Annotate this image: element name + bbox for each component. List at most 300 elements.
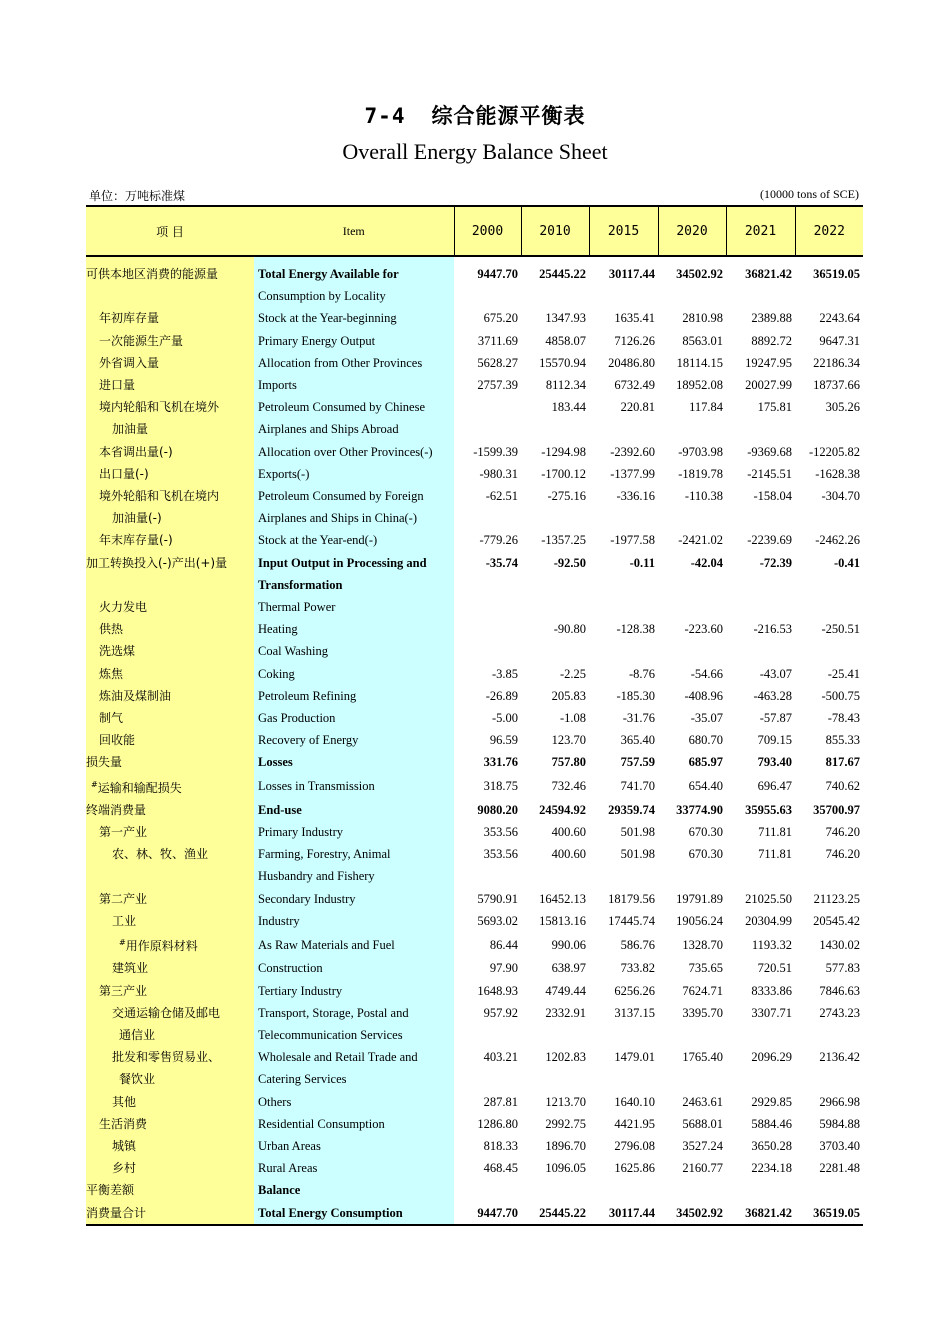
value-cell-2021: 8892.72 <box>751 333 792 348</box>
table-body <box>86 256 863 1225</box>
column-header-item-en: Item <box>254 206 454 256</box>
row-label-cn-text: 批发和零售贸易业、 <box>112 1050 221 1065</box>
row-label-cn-text: 建筑业 <box>112 961 149 976</box>
value-cell-2000 <box>454 618 521 640</box>
value-cell-2020 <box>658 596 726 618</box>
value-cell-2020 <box>658 1179 726 1201</box>
table-row <box>86 485 863 507</box>
value-cell-2021: 19247.95 <box>745 355 792 370</box>
value-cell-2010: 25445.22 <box>539 267 586 281</box>
value-cell-2020 <box>658 507 726 529</box>
row-label-en: Airplanes and Ships in China(-) <box>254 507 454 529</box>
value-cell-2000: -779.26 <box>479 533 518 548</box>
value-cell-2000: 9447.70 <box>477 267 518 281</box>
value-cell-2022 <box>795 596 863 618</box>
value-cell-2000 <box>454 574 521 596</box>
value-cell-2015: -2392.60 <box>610 444 655 459</box>
row-label-en: Coal Washing <box>254 640 454 662</box>
value-cell-2022: 746.20 <box>825 825 860 840</box>
value-cell-2010 <box>521 1024 589 1046</box>
value-cell-2020 <box>658 1068 726 1090</box>
value-cell-2020: -54.66 <box>690 666 723 681</box>
value-cell-2020: 654.40 <box>688 779 723 794</box>
value-cell-2021: 696.47 <box>757 779 792 794</box>
row-label-cn <box>86 1113 254 1135</box>
row-label-cn-text: 工业 <box>112 913 137 928</box>
value-cell-2020 <box>658 865 726 887</box>
value-cell-2015: 3137.15 <box>614 1005 655 1020</box>
row-label-en: Urban Areas <box>254 1135 454 1157</box>
value-cell-2010: 2332.91 <box>545 1005 586 1020</box>
table-row <box>86 1068 863 1090</box>
value-cell-2010: -275.16 <box>547 489 586 504</box>
value-cell-2020: -408.96 <box>684 688 723 703</box>
value-cell-2015: 586.76 <box>620 937 655 952</box>
value-cell-2021 <box>726 285 795 307</box>
value-cell-2010: 638.97 <box>551 961 586 976</box>
value-cell-2022: 305.26 <box>825 400 860 415</box>
row-label-cn <box>86 1046 254 1068</box>
row-label-cn <box>86 596 254 618</box>
value-cell-2000: 818.33 <box>483 1138 518 1153</box>
row-label-cn <box>86 1157 254 1179</box>
energy-balance-table <box>86 205 863 1226</box>
value-cell-2020 <box>658 574 726 596</box>
row-label-en: Input Output in Processing and <box>254 552 454 574</box>
value-cell-2015: 220.81 <box>620 400 655 415</box>
row-label-en: Secondary Industry <box>254 888 454 910</box>
value-cell-2010: 15813.16 <box>539 913 586 928</box>
value-cell-2021: 3307.71 <box>751 1005 792 1020</box>
value-cell-2015 <box>589 596 658 618</box>
value-cell-2022: -78.43 <box>827 711 860 726</box>
value-cell-2021 <box>726 596 795 618</box>
row-label-en: Wholesale and Retail Trade and <box>254 1046 454 1068</box>
value-cell-2021: 2234.18 <box>751 1161 792 1176</box>
row-label-en: Transformation <box>254 574 454 596</box>
table-row <box>86 1046 863 1068</box>
row-label-cn <box>86 865 254 887</box>
value-cell-2010: 1202.83 <box>545 1050 586 1065</box>
value-cell-2022: 9647.31 <box>819 333 860 348</box>
value-cell-2021 <box>726 640 795 662</box>
row-label-cn-text: 一次能源生产量 <box>99 333 184 348</box>
value-cell-2000 <box>454 1024 521 1046</box>
row-label-en: Allocation from Other Provinces <box>254 352 454 374</box>
value-cell-2022: 2243.64 <box>819 311 860 326</box>
value-cell-2020: 19056.24 <box>676 913 723 928</box>
row-label-cn-text: 境外轮船和飞机在境内 <box>99 489 220 504</box>
row-label-en: Construction <box>254 957 454 979</box>
row-label-cn-text: 洗选煤 <box>99 644 136 659</box>
value-cell-2010: 123.70 <box>551 733 586 748</box>
value-cell-2015 <box>589 640 658 662</box>
row-label-cn-text: 加油量(-) <box>112 511 162 526</box>
row-label-en: Petroleum Consumed by Chinese <box>254 396 454 418</box>
value-cell-2000 <box>454 640 521 662</box>
value-cell-2021: 36821.42 <box>726 1202 795 1225</box>
value-cell-2015: -0.11 <box>629 555 655 570</box>
row-label-en: Telecommunication Services <box>254 1024 454 1046</box>
value-cell-2020 <box>658 285 726 307</box>
value-cell-2010: 16452.13 <box>539 891 586 906</box>
row-label-en: Residential Consumption <box>254 1113 454 1135</box>
row-label-en: Thermal Power <box>254 596 454 618</box>
value-cell-2010: 4749.44 <box>545 983 586 998</box>
value-cell-2021: 2389.88 <box>751 311 792 326</box>
row-label-cn-text: 乡村 <box>112 1161 137 1176</box>
row-label-en: Farming, Forestry, Animal <box>254 843 454 865</box>
value-cell-2022 <box>795 574 863 596</box>
value-cell-2015: -1377.99 <box>610 466 655 481</box>
table-row <box>86 865 863 887</box>
value-cell-2000: 353.56 <box>483 825 518 840</box>
value-cell-2010: 1096.05 <box>545 1161 586 1176</box>
value-cell-2000 <box>454 865 521 887</box>
table-row <box>86 707 863 729</box>
row-label-cn-text: 制气 <box>99 711 124 726</box>
value-cell-2020: 2160.77 <box>682 1161 723 1176</box>
value-cell-2010: -1700.12 <box>541 466 586 481</box>
value-cell-2010: 732.46 <box>551 779 586 794</box>
table-row <box>86 574 863 596</box>
value-cell-2022: 18737.66 <box>813 378 860 393</box>
value-cell-2022: 2966.98 <box>819 1094 860 1109</box>
value-cell-2022: -250.51 <box>821 622 860 637</box>
value-cell-2022 <box>795 507 863 529</box>
column-header-year: 2021 <box>726 206 795 256</box>
row-label-cn-text: 城镇 <box>112 1138 137 1153</box>
value-cell-2020 <box>658 640 726 662</box>
value-cell-2010: 205.83 <box>551 688 586 703</box>
value-cell-2020: 680.70 <box>688 733 723 748</box>
value-cell-2022 <box>795 285 863 307</box>
row-label-cn <box>86 843 254 865</box>
row-label-cn <box>86 618 254 640</box>
value-cell-2020: 685.97 <box>688 755 723 770</box>
table-row <box>86 957 863 979</box>
column-header-year: 2015 <box>589 206 658 256</box>
value-cell-2020: -35.07 <box>690 711 723 726</box>
value-cell-2015: -8.76 <box>628 666 655 681</box>
value-cell-2010: -1294.98 <box>541 444 586 459</box>
value-cell-2010: 4858.07 <box>545 333 586 348</box>
table-row <box>86 552 863 574</box>
value-cell-2022: 5984.88 <box>819 1116 860 1131</box>
row-label-cn-text: 年末库存量(-) <box>99 533 173 548</box>
value-cell-2000: 96.59 <box>489 733 518 748</box>
row-label-cn-text: 终端消费量 <box>86 802 147 817</box>
value-cell-2000: 5628.27 <box>477 355 518 370</box>
value-cell-2015: -1977.58 <box>610 533 655 548</box>
column-header-year: 2000 <box>454 206 521 256</box>
table-row <box>86 374 863 396</box>
row-label-cn <box>86 352 254 374</box>
row-label-en: Catering Services <box>254 1068 454 1090</box>
row-label-cn <box>86 640 254 662</box>
row-label-cn <box>86 888 254 910</box>
value-cell-2020: 5688.01 <box>682 1116 723 1131</box>
value-cell-2022: -304.70 <box>821 489 860 504</box>
row-label-cn <box>86 799 254 821</box>
value-cell-2021: 21025.50 <box>745 891 792 906</box>
table-row <box>86 352 863 374</box>
row-label-cn <box>86 1135 254 1157</box>
value-cell-2015: 18179.56 <box>608 891 655 906</box>
value-cell-2000: 957.92 <box>483 1005 518 1020</box>
value-cell-2015: 4421.95 <box>614 1116 655 1131</box>
value-cell-2021: 720.51 <box>757 961 792 976</box>
value-cell-2010: 25445.22 <box>521 1202 589 1225</box>
spacer-row <box>86 256 863 263</box>
value-cell-2021: 711.81 <box>758 825 792 840</box>
value-cell-2020: 18952.08 <box>676 378 723 393</box>
value-cell-2015: -31.76 <box>622 711 655 726</box>
value-cell-2020: 735.65 <box>688 961 723 976</box>
value-cell-2015: 1625.86 <box>614 1161 655 1176</box>
row-label-cn <box>86 751 254 773</box>
value-cell-2000: 97.90 <box>489 961 518 976</box>
value-cell-2020: 670.30 <box>688 825 723 840</box>
row-label-cn-text: 平衡差额 <box>86 1183 135 1198</box>
row-label-cn-text: 其他 <box>112 1094 137 1109</box>
row-label-en: Total Energy Consumption <box>254 1202 454 1225</box>
value-cell-2022: -500.75 <box>821 688 860 703</box>
value-cell-2022: 3703.40 <box>819 1138 860 1153</box>
value-cell-2000: -3.85 <box>491 666 518 681</box>
row-label-cn-text: 年初库存量 <box>99 311 160 326</box>
value-cell-2022: 7846.63 <box>819 983 860 998</box>
value-cell-2010: -1357.25 <box>541 533 586 548</box>
value-cell-2000: 3711.69 <box>477 333 518 348</box>
value-cell-2021 <box>726 1068 795 1090</box>
value-cell-2015 <box>589 1068 658 1090</box>
table-row <box>86 1091 863 1113</box>
value-cell-2010: -90.80 <box>553 622 586 637</box>
value-cell-2015: 1635.41 <box>614 311 655 326</box>
value-cell-2010 <box>521 418 589 440</box>
row-label-cn <box>86 707 254 729</box>
value-cell-2020: -223.60 <box>684 622 723 637</box>
row-label-en: Losses <box>254 751 454 773</box>
value-cell-2015: 1640.10 <box>614 1094 655 1109</box>
value-cell-2015: 7126.26 <box>614 333 655 348</box>
value-cell-2010: -2.25 <box>559 666 586 681</box>
row-label-cn-text: 加工转换投入(-)产出(+)量 <box>86 555 228 570</box>
value-cell-2021 <box>726 1179 795 1201</box>
row-label-en: Losses in Transmission <box>254 774 454 799</box>
row-label-cn-text: 运输和输配损失 <box>97 780 182 795</box>
value-cell-2022: -12205.82 <box>808 444 860 459</box>
value-cell-2020: 1328.70 <box>682 937 723 952</box>
row-label-en: Petroleum Refining <box>254 685 454 707</box>
value-cell-2015 <box>589 507 658 529</box>
value-cell-2000: 468.45 <box>483 1161 518 1176</box>
header-row <box>86 206 863 256</box>
row-label-cn-text: 出口量(-) <box>99 466 149 481</box>
value-cell-2021: 1193.32 <box>751 937 792 952</box>
row-label-cn <box>86 957 254 979</box>
value-cell-2020: 2810.98 <box>682 311 723 326</box>
row-label-en: Industry <box>254 910 454 932</box>
row-label-cn-text: 供热 <box>99 622 124 637</box>
table-row <box>86 980 863 1002</box>
value-cell-2022: 740.62 <box>825 779 860 794</box>
value-cell-2015: 501.98 <box>620 847 655 862</box>
row-label-cn <box>86 1068 254 1090</box>
row-label-cn <box>86 774 254 799</box>
table-row <box>86 685 863 707</box>
value-cell-2010: 400.60 <box>551 847 586 862</box>
row-label-cn-text: 损失量 <box>86 755 123 770</box>
value-cell-2022: 21123.25 <box>813 891 860 906</box>
row-label-en: As Raw Materials and Fuel <box>254 932 454 957</box>
row-label-cn-text: 进口量 <box>99 378 136 393</box>
row-label-en: End-use <box>254 799 454 821</box>
value-cell-2022: -0.41 <box>833 555 860 570</box>
value-cell-2000: 86.44 <box>489 937 518 952</box>
table-row <box>86 843 863 865</box>
value-cell-2021: -57.87 <box>759 711 792 726</box>
table-row <box>86 1202 863 1225</box>
value-cell-2010: 990.06 <box>551 937 586 952</box>
value-cell-2000: 1648.93 <box>477 983 518 998</box>
row-label-cn <box>86 1091 254 1113</box>
row-label-en: Husbandry and Fishery <box>254 865 454 887</box>
value-cell-2000 <box>454 1068 521 1090</box>
row-label-cn-text: 炼油及煤制油 <box>99 688 172 703</box>
table-row <box>86 1113 863 1135</box>
row-label-cn <box>86 285 254 307</box>
row-label-en: Consumption by Locality <box>254 285 454 307</box>
value-cell-2015: 30117.44 <box>589 1202 658 1225</box>
row-label-en: Stock at the Year-end(-) <box>254 529 454 551</box>
value-cell-2010 <box>521 285 589 307</box>
value-cell-2021: 20027.99 <box>745 378 792 393</box>
value-cell-2021 <box>726 1024 795 1046</box>
value-cell-2020: 670.30 <box>688 847 723 862</box>
value-cell-2021 <box>726 574 795 596</box>
row-label-cn-text: 加油量 <box>112 422 149 437</box>
table-row <box>86 596 863 618</box>
value-cell-2020: 117.84 <box>689 400 723 415</box>
value-cell-2022 <box>795 418 863 440</box>
value-cell-2022: 22186.34 <box>813 355 860 370</box>
row-label-cn-text: 本省调出量(-) <box>99 444 173 459</box>
value-cell-2022: -25.41 <box>827 666 860 681</box>
row-label-cn <box>86 396 254 418</box>
value-cell-2021 <box>726 865 795 887</box>
table-row <box>86 330 863 352</box>
table-row <box>86 774 863 799</box>
row-label-cn <box>86 1024 254 1046</box>
value-cell-2000 <box>454 396 521 418</box>
value-cell-2020: -1819.78 <box>678 466 723 481</box>
value-cell-2010: 1213.70 <box>545 1094 586 1109</box>
row-label-cn-text: 火力发电 <box>99 600 148 615</box>
row-label-en: Allocation over Other Provinces(-) <box>254 441 454 463</box>
row-label-en: Total Energy Available for <box>254 263 454 285</box>
value-cell-2021: -463.28 <box>753 688 792 703</box>
value-cell-2000: -35.74 <box>485 555 518 570</box>
row-label-cn <box>86 932 254 957</box>
row-label-cn-text: 用作原料材料 <box>125 939 198 954</box>
column-header-item-cn: 项 目 <box>86 206 254 256</box>
row-label-cn-text: 餐饮业 <box>119 1072 156 1087</box>
row-label-cn-text: 农、林、牧、渔业 <box>112 847 209 862</box>
value-cell-2021: -216.53 <box>753 622 792 637</box>
table-row <box>86 1135 863 1157</box>
value-cell-2021: -9369.68 <box>747 444 792 459</box>
row-label-cn-text: 境内轮船和飞机在境外 <box>99 400 220 415</box>
table-row <box>86 1024 863 1046</box>
row-label-cn <box>86 418 254 440</box>
value-cell-2021: 20304.99 <box>745 913 792 928</box>
value-cell-2015 <box>589 865 658 887</box>
row-label-cn-text: 可供本地区消费的能源量 <box>86 267 219 281</box>
value-cell-2020: 3395.70 <box>682 1005 723 1020</box>
row-label-cn <box>86 441 254 463</box>
value-cell-2015: 1479.01 <box>614 1050 655 1065</box>
value-cell-2015 <box>589 1024 658 1046</box>
value-cell-2022 <box>795 1179 863 1201</box>
value-cell-2000 <box>454 596 521 618</box>
value-cell-2000 <box>454 1179 521 1201</box>
table-row <box>86 932 863 957</box>
table-row <box>86 307 863 329</box>
table-number: 7-4 <box>364 104 406 128</box>
value-cell-2021: 36821.42 <box>745 267 792 281</box>
value-cell-2021: -72.39 <box>759 555 792 570</box>
value-cell-2010: 8112.34 <box>545 378 586 393</box>
value-cell-2022: 577.83 <box>825 961 860 976</box>
row-label-cn-text: 第三产业 <box>99 983 148 998</box>
value-cell-2015: 29359.74 <box>608 802 655 817</box>
table-row <box>86 618 863 640</box>
hash-marker: # <box>119 938 126 948</box>
row-label-en: Transport, Storage, Postal and <box>254 1002 454 1024</box>
value-cell-2010 <box>521 596 589 618</box>
value-cell-2020: 33774.90 <box>676 802 723 817</box>
table-row <box>86 263 863 285</box>
value-cell-2021: -2239.69 <box>747 533 792 548</box>
row-label-en: Primary Industry <box>254 821 454 843</box>
value-cell-2010 <box>521 640 589 662</box>
value-cell-2010 <box>521 865 589 887</box>
value-cell-2010 <box>521 1068 589 1090</box>
value-cell-2015: -128.38 <box>616 622 655 637</box>
table-row <box>86 799 863 821</box>
value-cell-2021: -158.04 <box>753 489 792 504</box>
value-cell-2000: 1286.80 <box>477 1116 518 1131</box>
row-label-cn <box>86 685 254 707</box>
row-label-cn-text: 消费量合计 <box>86 1205 147 1220</box>
value-cell-2020: 3527.24 <box>682 1138 723 1153</box>
row-label-cn-text: 生活消费 <box>99 1116 148 1131</box>
row-label-cn-text: 交通运输仓储及邮电 <box>112 1005 221 1020</box>
value-cell-2021: 2096.29 <box>751 1050 792 1065</box>
value-cell-2020: 34502.92 <box>658 1202 726 1225</box>
value-cell-2000: -980.31 <box>479 466 518 481</box>
value-cell-2021: 2929.85 <box>751 1094 792 1109</box>
row-label-cn <box>86 1002 254 1024</box>
row-label-cn-text: 第二产业 <box>99 891 148 906</box>
value-cell-2010: 400.60 <box>551 825 586 840</box>
value-cell-2015: 30117.44 <box>608 267 655 281</box>
value-cell-2020: 8563.01 <box>682 333 723 348</box>
row-label-en: Gas Production <box>254 707 454 729</box>
row-label-cn <box>86 507 254 529</box>
